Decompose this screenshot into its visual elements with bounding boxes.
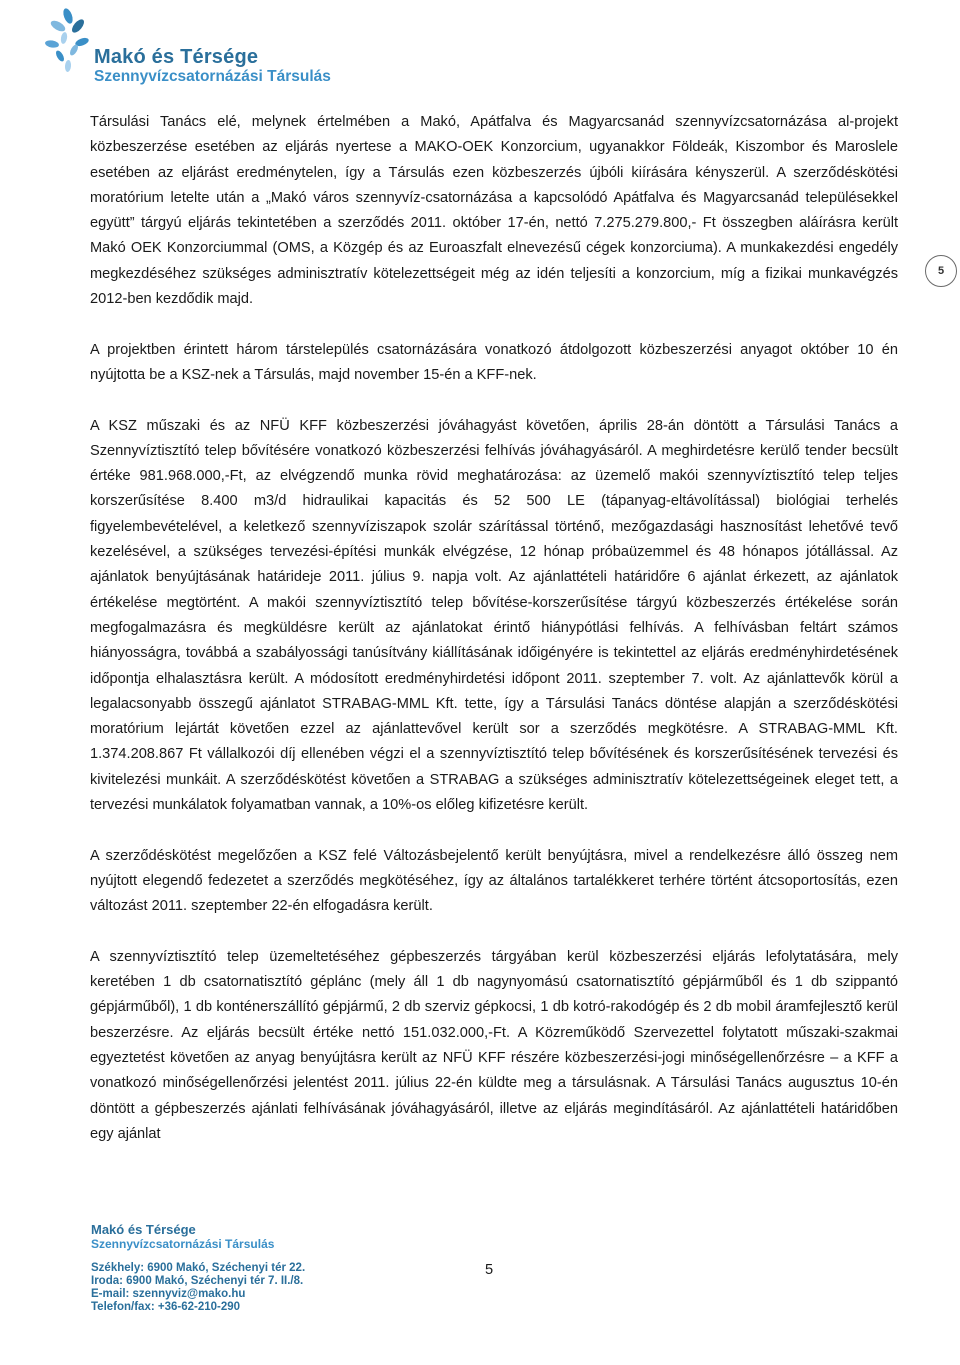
footer-org-subtitle: Szennyvízcsatornázási Társulás (91, 1237, 275, 1251)
footer-seat: Székhely: 6900 Makó, Széchenyi tér 22. (91, 1262, 306, 1274)
footer-office: Iroda: 6900 Makó, Széchenyi tér 7. II./8. (91, 1275, 304, 1287)
document-body (90, 110, 898, 1172)
paragraph: A projektben érintett három társtelepülés csatornázására vonatkozó átdolgozott közbeszerzési anyagot október 10 én nyújtotta be a KSZ-nek a Társulás, majd november 15-én a KFF-nek. (90, 341, 898, 383)
page-number: 5 (485, 1262, 494, 1278)
logo-org-name: Makó és Térsége (94, 46, 259, 68)
paragraph: A szennyvíztisztító telep üzemeltetéséhez gépbeszerzés tárgyában kerül közbeszerzési eljárás lefolytatására, mely keretében 1 db csatornatisztító géplánc (mely áll 1 db nagynyomású csatornatisztító gépjárműből és 1 db szippantó gépjárműből), 1 db konténerszállító gépjármű, 2 db szerviz gépkocsi, 1 db kotró-rakodógép és 2 db mobil áramfejlesztő kerül beszerzésre. Az eljárás becsült értéke nettó 151.032.000,-Ft. A Közreműködő Szervezettel folytatott műszaki-szakmai egyeztetést követően az anyag benyújtásra került az NFÜ KFF részére közbeszerzési-jogi minőségellenőrzésre – a KFF a vonatkozó minőségellenőrzési jelentést 2011. július 22-én küldte meg a társulásnak. A Társulási Tanács augusztus 10-én döntött a gépbeszerzés ajánlati felhívásának jóváhagyásáról, illetve az eljárás megindításáról. Az ajánlattételi határidőben egy ajánlat (90, 948, 898, 1142)
paragraph: A szerződéskötést megelőzően a KSZ felé Változásbejelentő került benyújtásra, mivel a rendelkezésre álló összeg nem nyújtott elegendő fedezetet a szerződés megkötéséhez, így az általános tartalékkeret terhére történt átcsoportosítás, ezen változást 2011. szeptember 22-én elfogadásra került. (90, 847, 898, 915)
side-page-marker: 5 (925, 255, 957, 287)
organization-logo (38, 4, 331, 88)
footer-email: E-mail: szennyviz@mako.hu (91, 1288, 246, 1300)
paragraph: Társulási Tanács elé, melynek értelmében a Makó, Apátfalva és Magyarcsanád szennyvízcsatornázása al-projekt közbeszerzése esetében az eljárás nyertese a MAKO-OEK Konzorcium, ugyanakkor Földeák, Kiszombor és Maroslele esetében az eljárást eredménytelen, így a Társulás ezen közbeszerzés újbóli kiírására kényszerül. A szerződéskötési moratórium letelte után a „Makó város szennyvíz-csatornázása a kapcsolódó Apátfalva és Magyarcsanád településekkel együtt” tárgyú eljárás tekintetében a szerződés 2011. október 17-én, nettó 7.275.279.800,- Ft összegben aláírásra került Makó OEK Konzorciummal (OMS, a Közgép és az Euroaszfalt elnevezésű cégek konzorciuma). A munkakezdési engedély megkezdéséhez szükséges adminisztratív kötelezettségeit még az idén teljesíti a konzorcium, míg a fizikai munkavégzés 2012-ben kezdődik majd. (90, 114, 898, 308)
footer-contact (91, 1222, 391, 1314)
paragraph: A KSZ műszaki és az NFÜ KFF közbeszerzési jóváhagyást követően, április 28-án döntött a Társulási Tanács a Szennyvíztisztító telep bővítésére vonatkozó közbeszerzési felhívás jóváhagyásáról. A meghirdetésre kerülő tender becsült értéke 981.968.000,-Ft, az elvégzendő munka rövid meghatározása: az üzemelő makói szennyvíztisztító telep teljes korszerűsítése 8.400 m3/d hidraulikai kapacitás és 52 500 LE (tápanyag-eltávolítással) biológiai terhelés figyelembevételével, a keletkező szennyvíziszapok szolár szárítással történő, mezőgazdasági hasznosítást lehetővé tevő kezelésével, a szükséges tervezési-építési munkák elvégzése, 12 hónap próbaüzemmel és 48 hónapos jótállással. Az ajánlatok benyújtásának határideje 2011. július 9. napja volt. Az ajánlattételi határidőre 6 ajánlat érkezett, az ajánlatok értékelése megtörtént. A makói szennyvíztisztító telep bővítése-korszerűsítése tárgyú közbeszerzés értékelése során megfogalmazásra és megküldésre került az ajánlatokat érintő hiánypótlási felhívás. A felhívásban feltárt számos hiányosságra, továbbá a szabályossági tanúsítvány kiállításának időigényére is tekintettel az eljárás eredményhirdetésének időpontja elhalasztásra került. A módosított eredményhirdetési időpont 2011. szeptember 7. volt. Az ajánlattevők körül a legalacsonyabb összegű ajánlatot STRABAG-MML Kft. tette, így a Társulási Tanács döntése alapján a szerződéskötési moratórium lejártát követően ezzel az ajánlattevővel került sor a szerződés megkötésre. A STRABAG-MML Kft. 1.374.208.867 Ft vállalkozói díj ellenében végzi el a szennyvíztisztító telep bővítésének és korszerűsítésének tervezési és kivitelezési munkáit. A szerződéskötést követően a STRABAG a szükséges adminisztratív kötelezettségeinek eleget tett, a tervezési munkálatok folyamatban vannak, a 10%-os előleg kifizetésre került. (90, 417, 898, 814)
footer-phone: Telefon/fax: +36-62-210-290 (91, 1301, 241, 1313)
leaf-cluster-logo-icon (38, 4, 98, 84)
footer-org-name: Makó és Térsége (91, 1222, 196, 1237)
logo-org-subtitle: Szennyvízcsatornázási Társulás (94, 68, 331, 85)
